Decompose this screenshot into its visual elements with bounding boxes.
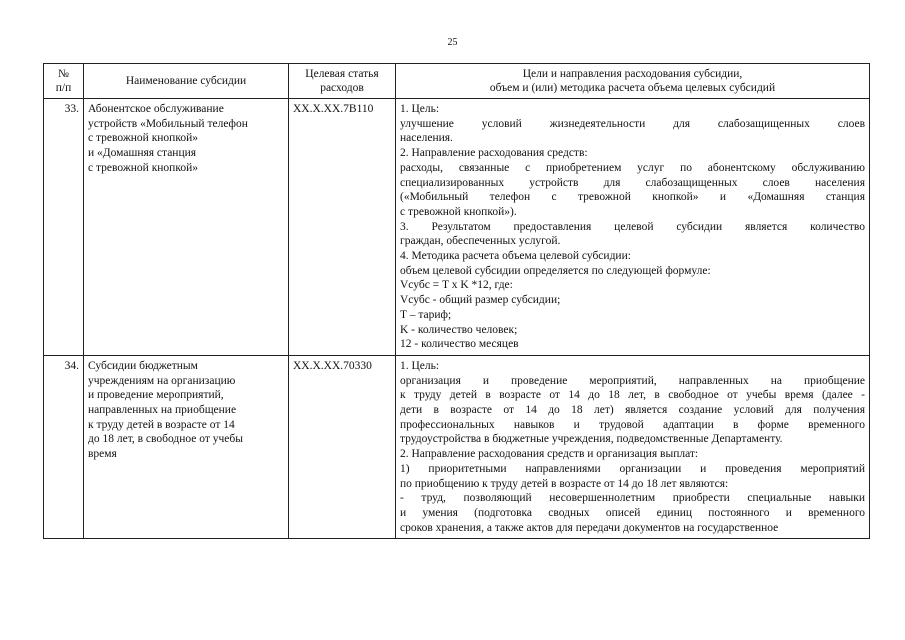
header-code-line-1: Целевая статья (305, 68, 379, 80)
subsidy-name-line: устройств «Мобильный телефон (88, 117, 248, 130)
subsidy-name-line: и «Домашняя станция (88, 147, 197, 160)
subsidy-name-line: с тревожной кнопкой» (88, 132, 198, 145)
target-expense-code: XX.X.XX.7B110 (289, 99, 396, 356)
subsidy-description-line: организация и проведение мероприятий, направленных на приобщение (400, 374, 865, 387)
subsidy-description-line: к труду детей в возрасте от 14 до 18 лет, в свободное от учебы время (далее - (400, 389, 865, 402)
subsidy-description-line: Vсубс - общий размер субсидии; (400, 294, 561, 307)
subsidy-name-line: Субсидии бюджетным (88, 359, 198, 372)
subsidy-description-line: населения. (400, 132, 453, 145)
subsidy-description-line: 1) приоритетными направлениями организации и проведения мероприятий (400, 462, 865, 475)
subsidy-name-line: к труду детей в возрасте от 14 (88, 418, 235, 431)
subsidy-description (396, 99, 870, 356)
subsidy-description-line: 3. Результатом предоставления целевой субсидии является количество (400, 220, 865, 233)
subsidy-name-line: и проведение мероприятий, (88, 389, 224, 402)
subsidy-description-line: расходы, связанные с приобретением услуг по абонентскому обслуживанию (400, 161, 865, 174)
subsidy-description-line: сроков хранения, а также актов для передачи документов на государственное (400, 521, 779, 534)
subsidy-description-line: 2. Направление расходования средств и организация выплат: (400, 448, 699, 461)
subsidy-name (84, 355, 289, 538)
subsidy-name-line: Абонентское обслуживание (88, 103, 224, 115)
row-number: 33. (44, 99, 84, 356)
subsidy-name-line: до 18 лет, в свободное от учебы (88, 433, 243, 446)
subsidy-description-line: 2. Направление расходования средств: (400, 147, 588, 160)
page-number: 25 (447, 37, 458, 48)
header-number-line-2: п/п (55, 81, 72, 94)
subsidy-description-line: улучшение условий жизнедеятельности для слабозащищенных слоев (400, 117, 865, 130)
header-code (289, 64, 396, 99)
subsidy-description-line: по приобщению к труду детей в возрасте от 14 до 18 лет являются: (400, 477, 729, 490)
subsidy-name (84, 99, 289, 356)
header-description-line-1: Цели и направления расходования субсидии, (522, 68, 743, 80)
subsidy-description-line: дети в возрасте от 14 до 18 лет) является создание условий для получения (400, 404, 865, 417)
header-description-line-2: объем и (или) методика расчета объема целевых субсидий (489, 81, 776, 94)
target-expense-code: XX.X.XX.70330 (289, 355, 396, 538)
header-name-text: Наименование субсидии (125, 74, 247, 87)
subsidy-name-line: с тревожной кнопкой» (88, 161, 198, 174)
subsidy-description-line: граждан, обеспеченных услугой. (400, 235, 561, 248)
row-number: 34. (44, 355, 84, 538)
header-name (84, 64, 289, 99)
subsidy-description-line: с тревожной кнопкой»). (400, 205, 517, 218)
header-code-line-2: расходов (320, 81, 364, 94)
subsidy-description-line: - труд, позволяющий несовершеннолетним приобрести специальные навыки (400, 492, 865, 505)
table-row (44, 99, 870, 356)
subsidy-name-line: направленных на приобщение (88, 404, 237, 417)
subsidy-description-line: специализированных устройств для слабозащищенных слоев населения (400, 176, 865, 189)
subsidy-description-line: и умения (подготовка сводных описей единиц постоянного и временного (400, 506, 865, 519)
subsidy-description-line: профессиональных навыков и трудовой адаптации в форме временного (400, 418, 865, 431)
subsidy-name-line: учреждениям на организацию (88, 374, 236, 387)
header-description (396, 64, 870, 99)
subsidy-description-line: («Мобильный телефон с тревожной кнопкой» и «Домашняя станция (400, 191, 865, 204)
table-header-row (44, 64, 870, 99)
table-row (44, 355, 870, 538)
subsidy-description-line: K - количество человек; (400, 323, 518, 336)
subsidy-description-line: трудоустройства в бюджетные учреждения, подведомственные Департаменту. (400, 433, 783, 446)
header-number (44, 64, 84, 99)
subsidy-description-line: объем целевой субсидии определяется по следующей формуле: (400, 264, 711, 277)
subsidy-description-line: 12 - количество месяцев (400, 338, 519, 351)
subsidy-name-line: время (88, 448, 117, 461)
header-number-line-1: № (58, 68, 69, 80)
subsidy-description-line: 4. Методика расчета объема целевой субсидии: (400, 250, 631, 263)
subsidy-description-line: T – тариф; (400, 308, 452, 321)
subsidy-description (396, 355, 870, 538)
subsidy-description-line: 1. Цель: (400, 103, 440, 115)
subsidy-table (43, 63, 870, 539)
subsidy-description-line: 1. Цель: (400, 359, 440, 372)
subsidy-description-line: Vсубс = T x K *12, где: (400, 279, 513, 292)
